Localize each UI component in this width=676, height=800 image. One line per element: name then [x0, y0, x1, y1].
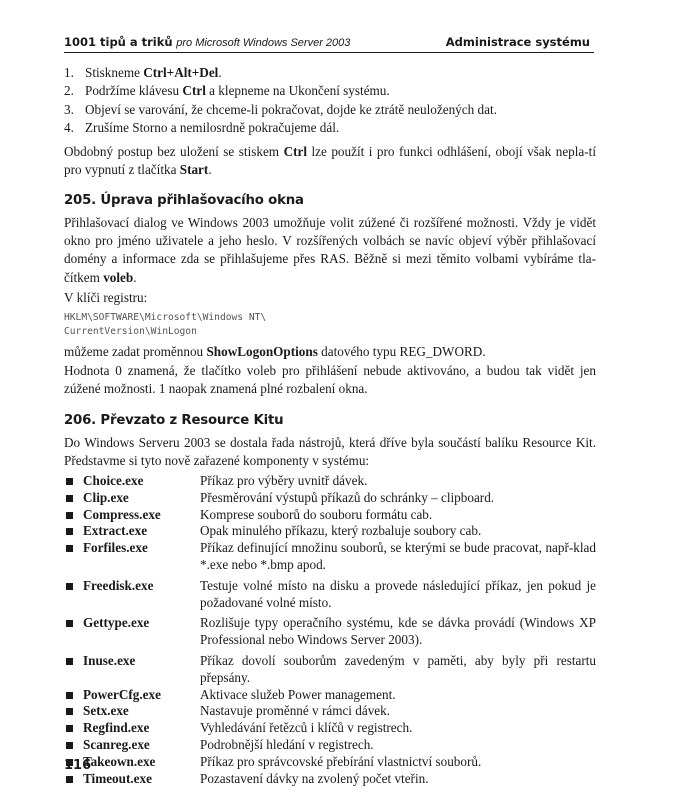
page-number: 116: [64, 758, 92, 773]
steps-list: [64, 64, 596, 138]
bullet-square-icon: [66, 620, 73, 627]
header-book-subtitle: pro Microsoft Windows Server 2003: [176, 37, 351, 49]
command-item: Extract.exe Opak minulého příkazu, který rozbaluje soubory cab.: [64, 523, 596, 540]
command-item: Gettype.exe Rozlišuje typy operačního systému, kde se dávka provádí (Windows XP Professional nebo Windows Server 2003).: [64, 615, 596, 649]
command-item: Timeout.exe Pozastavení dávky na zvolený počet vteřin.: [64, 771, 596, 788]
command-item: Forfiles.exe Příkaz definující množinu souborů, se kterými se bude pracovat, např-klad *.exe nebo *.bmp apod.: [64, 540, 596, 574]
section-205-paragraph-4: Hodnota 0 znamená, že tlačítko voleb pro přihlášení nebude aktivováno, a budou tak vidět jen zúžené možnosti. 1 naopak znamená plné rozbalení okna.: [64, 363, 596, 397]
step-item: 4. Zrušíme Storno a nemilosrdně pokračujeme dál.: [64, 120, 340, 136]
command-item: Choice.exe Příkaz pro výběry uvnitř dávek.: [64, 473, 596, 490]
bullet-square-icon: [66, 545, 73, 552]
command-item: Inuse.exe Příkaz dovolí souborům zavedeným v paměti, aby byly při restartu přepsány.: [64, 653, 596, 687]
command-item: Takeown.exe Příkaz pro správcovské přebírání vlastnictví souborů.: [64, 754, 596, 771]
bullet-square-icon: [66, 495, 73, 502]
command-item: Clip.exe Přesměrování výstupů příkazů do schránky – clipboard.: [64, 490, 596, 507]
bullet-square-icon: [66, 512, 73, 519]
section-205-heading: 205. Úprava přihlašovacího okna: [64, 193, 304, 209]
command-list: [64, 473, 596, 787]
section-205-paragraph-1: Přihlašovací dialog ve Windows 2003 umožňuje volit zúžené či rozšířené možnosti. Vždy je vidět okno pro jméno uživatele a jeho heslo. V rozšířených volbách se navíc objeví výběr přihlašovací domény a informace zda se přihlašujeme přes RAS. Běžně si mezi těmito volbami vybíráme tla-čítkem voleb.: [64, 215, 596, 285]
page-body: [64, 64, 596, 787]
section-206-paragraph-1: Do Windows Serveru 2003 se dostala řada nástrojů, která dříve byla součástí balíku Resource Kit. Představme si tyto nově zařazené komponenty v systému:: [64, 434, 596, 468]
command-item: Compress.exe Komprese souborů do souboru formátu cab.: [64, 507, 596, 524]
command-item: PowerCfg.exe Aktivace služeb Power management.: [64, 687, 596, 704]
step-item: 2. Podržíme klávesu Ctrl a klepneme na Ukončení systému.: [64, 83, 390, 99]
bullet-square-icon: [66, 692, 73, 699]
bullet-square-icon: [66, 742, 73, 749]
bullet-square-icon: [66, 658, 73, 665]
section-206-heading: 206. Převzato z Resource Kitu: [64, 412, 284, 428]
command-item: Setx.exe Nastavuje proměnné v rámci dávek.: [64, 703, 596, 720]
running-header: [64, 34, 594, 53]
registry-key: HKLM\SOFTWARE\Microsoft\Windows NT\ CurrentVersion\WinLogon: [64, 312, 267, 337]
bullet-square-icon: [66, 478, 73, 485]
header-book-title: 1001 tipů a triků pro Microsoft Windows Server 2003: [64, 35, 351, 49]
bullet-square-icon: [66, 708, 73, 715]
bullet-square-icon: [66, 725, 73, 732]
command-item: Scanreg.exe Podrobnější hledání v registrech.: [64, 737, 596, 754]
bullet-square-icon: [66, 583, 73, 590]
command-item: Freedisk.exe Testuje volné místo na disku a provede následující příkaz, jen pokud je požadované volné místo.: [64, 578, 596, 612]
section-205-paragraph-3: můžeme zadat proměnnou ShowLogonOptions datového typu REG_DWORD.: [64, 344, 486, 360]
command-item: Regfind.exe Vyhledávání řetězců i klíčů v registrech.: [64, 720, 596, 737]
intro-paragraph: Obdobný postup bez uložení se stiskem Ctrl lze použít i pro funkci odhlášení, obojí však nepla-tí pro vypnutí z tlačítka Start.: [64, 143, 597, 177]
step-item: 1. Stiskneme Ctrl+Alt+Del.: [64, 65, 222, 80]
step-item: 3. Objeví se varování, že chceme-li pokračovat, dojde ke ztrátě neuložených dat.: [64, 101, 497, 117]
bullet-square-icon: [66, 776, 73, 783]
bullet-square-icon: [66, 528, 73, 535]
section-205-paragraph-2: V klíči registru:: [64, 289, 148, 305]
header-chapter: Administrace systému: [445, 35, 590, 49]
